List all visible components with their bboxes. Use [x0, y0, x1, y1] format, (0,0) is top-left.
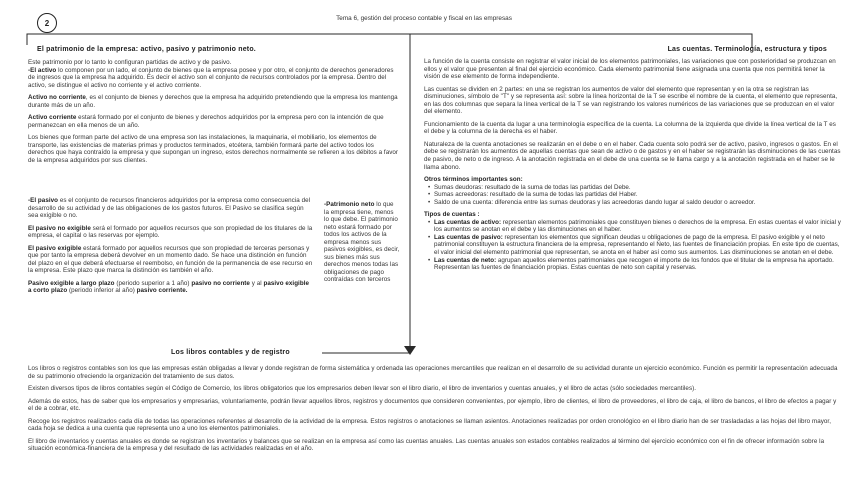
def-cuentas-activo: representan elementos patrimoniales que constituyen bienes o derechos de la empresa. En estas cuentas el valor inicial y los aumentos se anotan en el debe y las disminuciones en el haber.: [434, 218, 841, 234]
connector-arrowhead: [404, 346, 416, 355]
term-largo-plazo: Pasivo exigible a largo plazo: [28, 279, 115, 287]
otros-heading: Otros términos importantes son:: [424, 176, 523, 184]
term-pasivo-no-corriente: pasivo no corriente: [191, 279, 250, 287]
left-p2: [28, 67, 400, 90]
left-section-pasivo: [28, 197, 313, 295]
bottom-heading: Los libros contables y de registro: [171, 349, 290, 356]
right-p4: Naturaleza de la cuenta anotaciones se realizarán en el debe o en el haber. Cada cuenta solo podrá ser de activo, pasivo, ingresos o gastos. En el debe se registrarán los aumentos de aquellas cuentas que sean de activo o de gastos y en el haber se registrarán las disminuciones de las cuentas de pasivo, de neto o de ingreso. A la anotación registrada en el debe de una cuenta se le llama cargo y a la anotación registrada en el haber se le llama abono.: [424, 140, 841, 171]
otros-list: [424, 184, 842, 207]
term-cuentas-neto: Las cuentas de neto:: [434, 256, 497, 264]
bottom-p4: Recoge los registros realizados cada día de todas las operaciones referentes al desarrollo de la actividad de la empresa. Estos registros o anotaciones se llaman asientos. Anotaciones realizadas por orden cronológico en el libro diario han de ser trasladadas a las hojas del libro mayor, cada hoja se dedica a una cuenta que representa uno a uno los elementos patrimoniales.: [28, 417, 831, 433]
left-p4: [28, 114, 400, 129]
term-activo-corriente: Activo corriente: [28, 114, 77, 122]
def-cuentas-pasivo: representan los elementos que significan deudas u obligaciones de pago de la empresa. El pasivo exigible y el neto patrimonial constituyen la estructura financiera de la empresa, representando el Neto, las fuentes de financiación propias. En este tipo de cuentas, el valor inicial del elemento patrimonial que representan, se anota en el haber así como sus aumentos. Las disminuciones se anotan en el debe.: [434, 233, 840, 257]
term-patrimonio-neto: -Patrimonio neto: [324, 201, 375, 208]
def-pasivo-exigible: estará formado por aquellos recursos que son propiedad de terceras personas y que por tanto la empresa deberá devolver en un momento dado. Se hace una distinción en función del plazo en el que deberá efectuarse el reembolso, en función de la permanencia de ese recurso en la empresa. Este plazo que marca la distinción es también el año.: [28, 244, 313, 275]
bottom-p2: Existen diversos tipos de libros contables según el Código de Comercio, los libros obligatorios que los empresarios deben llevar son el libro diario, el libro de inventarios y cuentas anuales, y el libro de actas (sólo sociedades mercantiles).: [28, 385, 697, 393]
list-item: [428, 257, 842, 272]
pasivo-no-exigible-paragraph: [28, 225, 313, 240]
term-cuentas-activo: Las cuentas de activo:: [434, 218, 502, 226]
def-cuentas-neto: agrupan aquellos elementos patrimoniales que recogen el importe de los fondos que el titular de la empresa ha aportado. Representan las fuentes de financiación propias. Estas cuentas de neto son capital y reservas.: [434, 256, 834, 272]
page-number-badge: 2: [37, 13, 57, 33]
term-pasivo-no-exigible: El pasivo no exigible: [28, 224, 91, 232]
page-title: Tema 6, gestión del proceso contable y fiscal en las empresas: [336, 15, 512, 22]
right-p3: Funcionamiento de la cuenta da lugar a una terminología específica de la cuenta. La columna de la izquierda que divide la línea vertical de la T es el debe y la columna de la derecha es el haber.: [424, 120, 836, 136]
plazo-corto-period: (periodo inferior al año): [67, 287, 137, 295]
left-p5: Los bienes que forman parte del activo de una empresa son las instalaciones, la maquinaria, el mobiliario, los elementos de transporte, las existencias de materias primas y productos terminados, etcétera, también formará parte del activo todos los derechos que haya contraído la empresa y que supongan un ingreso, estos derechos normalmente se refieren a los débitos a favor de la empresa adquiridos por sus clientes.: [28, 134, 399, 165]
plazo-connector: y al: [249, 279, 264, 287]
left-section-activo: [28, 59, 400, 165]
def-activo: lo componen por un lado, el conjunto de bienes que la empresa posee y por otro, el conjunto de derechos generadores de ingresos que la empresa ha adquirido. Es decir el activo son el conjunto de recursos controlados por la empresa. Dentro del activo, se distingue el activo no corriente y el activo corriente.: [28, 66, 394, 89]
plazo-paragraph: [28, 280, 313, 295]
left-heading: El patrimonio de la empresa: activo, pasivo y patrimonio neto.: [37, 46, 256, 53]
pasivo-exigible-paragraph: [28, 245, 313, 275]
tipos-list: [424, 219, 842, 272]
list-item: • Saldo de una cuenta: diferencia entre las sumas deudoras y las acreedoras dando lugar al saldo deudor o acreedor.: [428, 199, 842, 207]
term-activo-no-corriente: Activo no corriente: [28, 94, 86, 102]
list-item: [428, 219, 842, 234]
bottom-p1: Los libros o registros contables son los que las empresas están obligadas a llevar y donde registran de forma sistemática y ordenada las operaciones mercantiles que realizan en el desarrollo de su actividad durante un ejercicio económico. Función es permitir la representación adecuada de su patrimonio ofreciendo la organización del tratamiento de sus datos.: [28, 365, 838, 380]
def-patrimonio-neto: lo que la empresa tiene, menos lo que debe. El patrimonio neto estará formado por todos los activos de la empresa menos sus pasivos exigibles, es decir, sus bienes más sus derechos menos todas las obligaciones de pago contraídas con terceros: [324, 201, 400, 284]
list-item: • Sumas acreedoras: resultado de la suma de todas las partidas del Haber.: [428, 191, 842, 199]
bottom-p5: El libro de inventarios y cuentas anuales es donde se registran los inventarios y balances que se realizan en la empresa así como las cuentas anuales. Las cuentas anuales son estados contables realizados al término del ejercicio económico con el fin de ofrecer información sobre la situación económica-financiera de la empresa y del resultado de las actividades realizadas en el año.: [28, 437, 825, 453]
term-pasivo-exigible: El pasivo exigible: [28, 244, 82, 252]
connector-left: [27, 34, 410, 45]
left-p3: [28, 94, 400, 109]
def-pasivo-no-exigible: será el formado por aquellos recursos que son propiedad de los titulares de la empresa, el capital o las reservas por ejemplo.: [28, 224, 313, 240]
plazo-largo-period: (periodo superior a 1 año): [114, 279, 192, 287]
right-heading: Las cuentas. Terminología, estructura y tipos: [667, 46, 827, 53]
list-item: • Sumas deudoras: resultado de la suma de todas las partidas del Debe.: [428, 184, 842, 192]
patrimonio-neto-paragraph: [324, 201, 400, 284]
def-activo-corriente: estará formado por el conjunto de bienes y derechos adquiridos por la empresa pero con la intención de que permanezcan en ella menos de un año.: [28, 114, 384, 129]
def-pasivo: es el conjunto de recursos financieros adquiridos por la empresa como consecuencia del desarrollo de su actividad y de las obligaciones de los gastos futuros. El Pasivo se clasifica según sea exigible o no.: [28, 197, 311, 220]
term-cuentas-pasivo: Las cuentas de pasivo:: [434, 233, 503, 241]
bottom-section-libros: [28, 365, 842, 453]
left-p1: Este patrimonio por lo tanto lo configuran partidas de activo y de pasivo.: [28, 59, 232, 66]
term-activo: -El activo: [28, 66, 57, 74]
tipos-heading: Tipos de cuentas :: [424, 211, 480, 219]
bottom-p3: Además de estos, has de saber que los empresarios y empresarias, voluntariamente, podrán llevar aquellos libros, registros y documentos que consideren convenientes, por ejemplo, libro de clientes, el libro de proveedores, el libro de caja, el libro de bancos, el libro de efectos a pagar y el de a cobrar, etc.: [28, 397, 837, 413]
pasivo-paragraph: [28, 197, 313, 220]
term-corto-plazo: pasivo exigible a corto plazo: [28, 279, 310, 295]
term-pasivo-corriente: pasivo corriente.: [136, 287, 188, 295]
right-section-cuentas: [424, 58, 842, 272]
list-item: [428, 234, 842, 257]
right-p2: Las cuentas se dividen en 2 partes: en una se registran los aumentos de valor del elemento que representan y en la otra se registran las disminuciones, símbolo de "T" y se representa así: sobre la línea horizontal de la T se escribe el nombre de la cuenta, el elemento que representa, en las dos columnas que separa la línea vertical de la T se van registrando los valores numéricos de las variaciones que se produzcan en el valor del elemento.: [424, 85, 838, 116]
def-activo-no-corriente: , es el conjunto de bienes y derechos que la empresa ha adquirido pretendiendo que la empresa los mantenga durante más de un año.: [28, 94, 398, 109]
term-pasivo: -El pasivo: [28, 197, 59, 204]
right-p1: La función de la cuenta consiste en registrar el valor inicial de los elementos patrimoniales, las variaciones que con posterioridad se produzcan en ellos y el valor que presenten al final del ejercicio económico. Cada elemento patrimonial tiene asignada una cuenta que nos permitirá tener la visión de ese elemento de forma independiente.: [424, 58, 836, 81]
